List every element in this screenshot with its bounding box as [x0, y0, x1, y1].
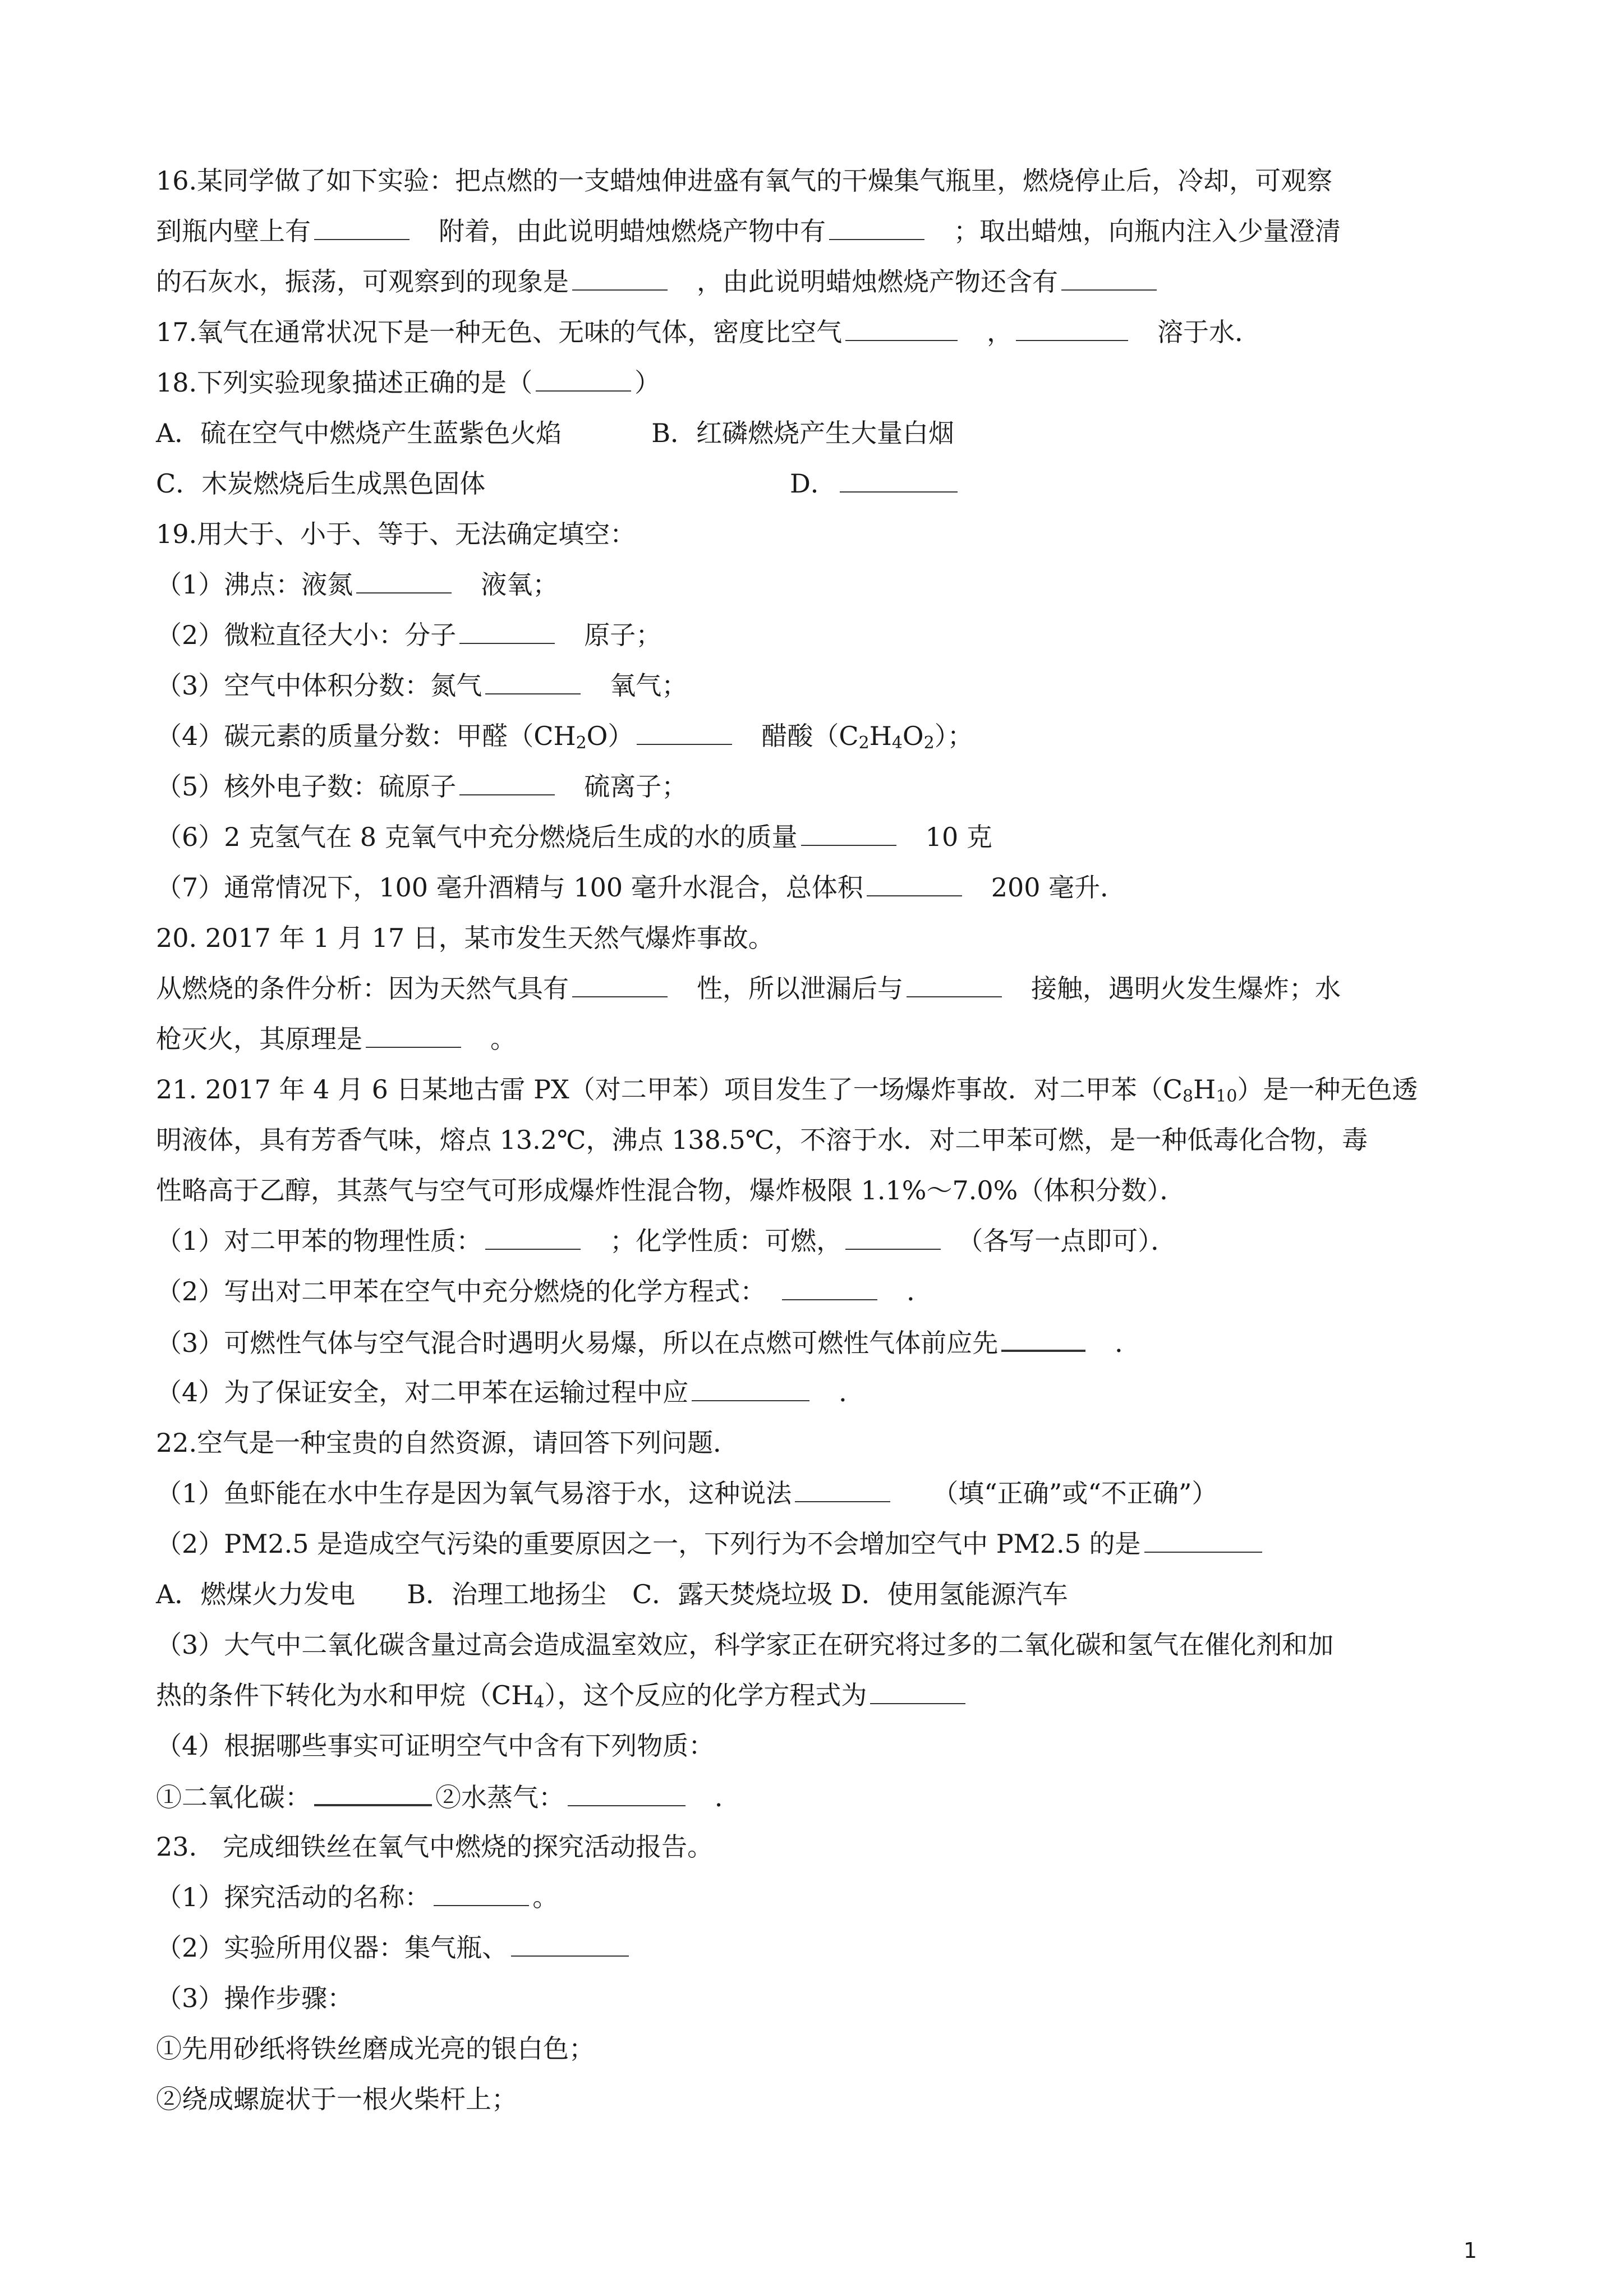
q22-text: 22.空气是一种宝贵的自然资源，请回答下列问题．	[156, 1428, 739, 1458]
q19-text: （7）通常情况下，100 毫升酒精与 100 毫升水混合，总体积	[156, 872, 863, 903]
answer-blank[interactable]	[1016, 315, 1128, 341]
answer-blank[interactable]	[845, 315, 958, 341]
q19-text: （4）碳元素的质量分数：甲醛（CH	[156, 721, 576, 751]
subscript: 2	[576, 733, 587, 753]
q23-step-1	[156, 2032, 1478, 2065]
q21-text: ．	[907, 1276, 933, 1306]
q19-text: O）	[586, 721, 634, 751]
q20-text: 枪灭火，其原理是	[156, 1024, 362, 1054]
answer-blank[interactable]	[314, 214, 410, 240]
q22-text: ①二氧化碳：	[156, 1782, 311, 1812]
q22-text: （填“正确”或“不正确”）	[945, 1478, 1218, 1508]
q17-text: ，	[987, 317, 1013, 347]
q23-item-1	[156, 1880, 1478, 1914]
q21-item-3	[156, 1325, 1478, 1360]
q19-text: （1）沸点：液氮	[156, 569, 353, 600]
answer-blank[interactable]	[459, 618, 555, 644]
q19-title	[156, 517, 1478, 551]
q21-text: ；化学性质：可燃，	[610, 1226, 843, 1256]
q22-text: ．	[715, 1782, 740, 1812]
q16-text: 附着，由此说明蜡烛燃烧产物中有	[439, 216, 826, 246]
q22-item-1	[156, 1476, 1478, 1510]
q18-text: 18.下列实验现象描述正确的是（	[156, 367, 533, 398]
q20-text: 性，所以泄漏后与	[697, 973, 903, 1004]
q21-text: ）是一种无色透	[1237, 1074, 1418, 1105]
q22-item-4	[156, 1729, 1478, 1763]
q19-item-7	[156, 871, 1478, 904]
q18-line	[156, 366, 1478, 399]
q16-text: ，由此说明蜡烛燃烧产物还含有	[697, 266, 1058, 297]
answer-blank[interactable]	[568, 1780, 686, 1806]
q22-options	[156, 1577, 1478, 1611]
subscript: 10	[1216, 1087, 1237, 1106]
answer-blank[interactable]	[692, 1375, 809, 1401]
option-b: B．红磷燃烧产生大量白烟	[651, 418, 955, 448]
q21-text: （1）对二甲苯的物理性质：	[156, 1226, 482, 1256]
answer-blank[interactable]	[867, 871, 962, 896]
q19-item-2	[156, 618, 1478, 652]
answer-blank[interactable]	[485, 669, 581, 694]
q21-line-2	[156, 1123, 1478, 1157]
q19-text: （3）空气中体积分数：氮气	[156, 670, 482, 701]
q20-text: 。	[490, 1024, 516, 1054]
subscript: 4	[533, 1692, 545, 1712]
answer-blank[interactable]	[870, 1678, 965, 1704]
answer-blank[interactable]	[907, 972, 1002, 997]
q22-text: （4）根据哪些事实可证明空气中含有下列物质：	[156, 1731, 715, 1761]
answer-blank[interactable]	[829, 214, 924, 240]
subscript: 4	[891, 733, 903, 753]
q22-options-text: A．燃煤火力发电 B．治理工地扬尘 C．露天焚烧垃圾 D．使用氢能源汽车	[156, 1579, 1068, 1609]
q23-item-3	[156, 1981, 1478, 2015]
q22-text: ②水蒸气：	[435, 1782, 564, 1812]
q19-text: 氧气；	[610, 670, 688, 701]
q17-text: 17.氧气在通常状况下是一种无色、无味的气体，密度比空气	[156, 317, 843, 347]
q16-text: ；取出蜡烛，向瓶内注入少量澄清	[954, 216, 1341, 246]
q20-line-1	[156, 921, 1478, 955]
q21-line-3	[156, 1174, 1478, 1207]
q22-item-2	[156, 1527, 1478, 1561]
q23-line-1	[156, 1830, 1478, 1864]
answer-blank[interactable]	[795, 1476, 890, 1502]
q21-item-1	[156, 1224, 1478, 1258]
q19-item-5	[156, 770, 1478, 803]
answer-blank[interactable]	[782, 1274, 877, 1300]
q19-text: 10 克	[925, 822, 992, 852]
q19-item-3	[156, 669, 1478, 702]
q19-text: 醋酸（C	[761, 721, 859, 751]
q18-options-2	[156, 467, 1478, 500]
q23-step-2	[156, 2082, 1478, 2116]
q19-text: H	[869, 721, 892, 751]
q19-text: O	[902, 721, 924, 751]
q21-text: ．	[1115, 1328, 1141, 1358]
q16-text: 的石灰水，振荡，可观察到的现象是	[156, 266, 569, 297]
q23-text: （3）操作步骤：	[156, 1983, 353, 2013]
q19-text: （5）核外电子数：硫原子	[156, 771, 457, 802]
q19-text: 硫离子；	[584, 771, 688, 802]
answer-blank[interactable]	[801, 820, 896, 846]
subscript: 8	[1183, 1087, 1194, 1106]
answer-blank[interactable]	[1144, 1527, 1262, 1553]
q19-text: 原子；	[584, 620, 662, 650]
q16-line-2	[156, 214, 1478, 248]
q21-text: 21. 2017 年 4 月 6 日某地古雷 PX（对二甲苯）项目发生了一场爆炸事故．对二甲苯（C	[156, 1074, 1183, 1105]
q21-text: 明液体，具有芳香气味，熔点 13.2℃，沸点 138.5℃，不溶于水．对二甲苯可燃，是一种低毒化合物，毒	[156, 1125, 1368, 1155]
answer-blank[interactable]	[1061, 265, 1157, 291]
q18-text: ）	[634, 367, 661, 398]
option-d: D．	[790, 468, 836, 499]
q22-text: （2）PM2.5 是造成空气污染的重要原因之一，下列行为不会增加空气中 PM2.5 的是	[156, 1529, 1141, 1559]
q16-text: 16.某同学做了如下实验：把点燃的一支蜡烛伸进盛有氧气的干燥集气瓶里，燃烧停止后，冷却，可观察	[156, 165, 1333, 196]
q16-text: 到瓶内壁上有	[156, 216, 311, 246]
answer-blank[interactable]	[637, 719, 732, 745]
answer-blank[interactable]	[434, 1880, 529, 1906]
q21-text: ．	[839, 1377, 865, 1407]
q22-text: ），这个反应的化学方程式为	[544, 1680, 867, 1710]
q21-text: （4）为了保证安全，对二甲苯在运输过程中应	[156, 1377, 689, 1407]
q21-text: （3）可燃性气体与空气混合时遇明火易爆，所以在点燃可燃性气体前应先	[156, 1328, 999, 1358]
answer-blank[interactable]	[1001, 1325, 1085, 1352]
answer-blank[interactable]	[366, 1022, 461, 1048]
option-c: C．木炭燃烧后生成黑色固体	[156, 468, 486, 499]
q20-text: 接触，遇明火发生爆炸；水	[1031, 973, 1341, 1004]
q22-text: 热的条件下转化为水和甲烷（CH	[156, 1680, 534, 1710]
q21-text: （各写一点即可）．	[970, 1226, 1177, 1256]
q19-text: 19.用大于、小于、等于、无法确定填空：	[156, 519, 636, 549]
q23-text: （2）实验所用仪器：集气瓶、	[156, 1932, 508, 1963]
answer-blank[interactable]	[840, 467, 958, 493]
q20-line-2	[156, 972, 1478, 1005]
q22-line-1	[156, 1426, 1478, 1460]
q19-text: （6）2 克氢气在 8 克氧气中充分燃烧后生成的水的质量	[156, 822, 798, 852]
answer-blank[interactable]	[536, 366, 631, 392]
answer-blank[interactable]	[572, 972, 668, 997]
q16-line-1	[156, 164, 1478, 197]
q23-text: 23. 完成细铁丝在氧气中燃烧的探究活动报告。	[156, 1832, 714, 1862]
option-a: A．硫在空气中燃烧产生蓝紫色火焰	[156, 418, 562, 448]
q19-text: ）；	[934, 721, 973, 751]
q23-item-2	[156, 1931, 1478, 1964]
q22-text: （1）鱼虾能在水中生存是因为氧气易溶于水，这种说法	[156, 1478, 792, 1508]
q21-text: （2）写出对二甲苯在空气中充分燃烧的化学方程式：	[156, 1276, 753, 1306]
subscript: 2	[923, 733, 935, 753]
q22-item-3-line-2	[156, 1678, 1478, 1719]
q19-text: （2）微粒直径大小：分子	[156, 620, 457, 650]
subscript: 2	[858, 733, 869, 753]
q23-text: ②绕成螺旋状于一根火柴杆上；	[156, 2084, 517, 2114]
q21-item-4	[156, 1375, 1478, 1409]
answer-blank[interactable]	[845, 1224, 941, 1250]
q21-line-1	[156, 1073, 1478, 1114]
q20-text: 从燃烧的条件分析：因为天然气具有	[156, 973, 569, 1004]
q18-options-1	[156, 416, 1478, 450]
answer-blank[interactable]	[572, 265, 668, 291]
q23-text: ①先用砂纸将铁丝磨成光亮的银白色；	[156, 2033, 595, 2064]
q17-line	[156, 315, 1478, 349]
q19-text: 200 毫升．	[991, 872, 1126, 903]
answer-blank[interactable]	[314, 1779, 432, 1806]
q19-item-1	[156, 568, 1478, 601]
q21-item-2	[156, 1274, 1478, 1308]
q21-text: 性略高于乙醇，其蒸气与空气可形成爆炸性混合物，爆炸极限 1.1%～7.0%（体积分数）．	[156, 1175, 1186, 1205]
q22-item-3-line-1	[156, 1628, 1478, 1662]
answer-blank[interactable]	[459, 770, 555, 795]
page-number: 1	[1463, 2238, 1477, 2263]
q23-text: 。	[532, 1882, 559, 1912]
q16-line-3	[156, 265, 1478, 298]
q17-text: 溶于水．	[1157, 317, 1261, 347]
q19-item-6	[156, 820, 1478, 854]
q22-item-4-answers	[156, 1779, 1478, 1814]
answer-blank[interactable]	[356, 568, 452, 593]
q20-line-3	[156, 1022, 1478, 1056]
answer-blank[interactable]	[511, 1931, 629, 1957]
q19-item-4	[156, 719, 1478, 760]
q22-text: （3）大气中二氧化碳含量过高会造成温室效应，科学家正在研究将过多的二氧化碳和氢气在催化剂和加	[156, 1630, 1334, 1660]
q23-text: （1）探究活动的名称：	[156, 1882, 431, 1912]
answer-blank[interactable]	[485, 1224, 581, 1250]
q21-text: H	[1193, 1074, 1216, 1105]
q19-text: 液氧；	[481, 569, 559, 600]
q20-text: 20. 2017 年 1 月 17 日，某市发生天然气爆炸事故。	[156, 923, 774, 953]
